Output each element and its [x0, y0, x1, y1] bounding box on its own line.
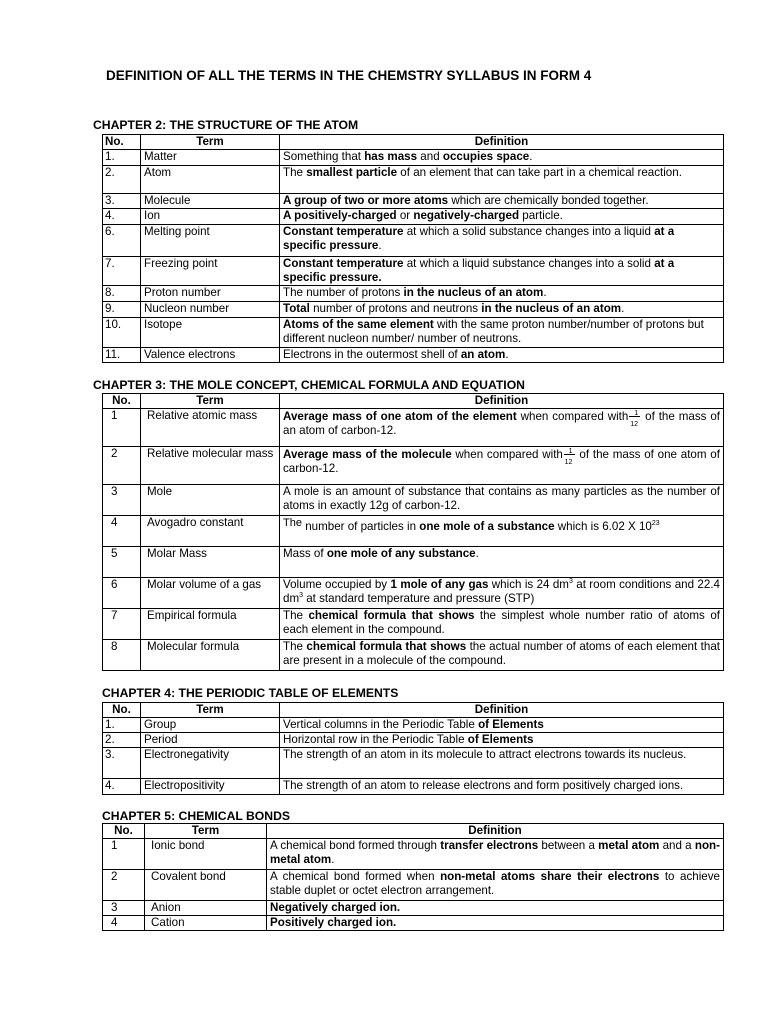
bold-phrase: in the nucleus of an atom: [481, 302, 622, 315]
definition-cell: [280, 609, 724, 640]
bold-phrase: A group of two or more atoms: [283, 194, 449, 207]
text-segment: particle.: [519, 209, 563, 222]
text-segment: when compared with: [516, 410, 633, 423]
text-segment: of the mass of an atom of carbon-12.: [283, 410, 721, 437]
definition-cell: [280, 225, 724, 257]
text-segment: .: [331, 853, 335, 866]
definition-cell: [267, 901, 724, 916]
bold-phrase: chemical formula that shows: [308, 609, 475, 622]
table-row: [103, 318, 724, 348]
table-row: [103, 640, 724, 671]
text-segment: The: [283, 166, 307, 179]
row-number: 2: [103, 447, 141, 485]
definition-cell: [280, 257, 724, 286]
text-segment: The: [283, 640, 307, 653]
text-segment: Volume occupied by: [283, 578, 391, 591]
definition-cell: [280, 318, 724, 348]
chapter-4-heading: CHAPTER 4: THE PERIODIC TABLE OF ELEMENTS: [102, 686, 399, 700]
term-cell: Cation: [145, 916, 267, 931]
text-segment: The: [283, 609, 309, 622]
bold-phrase: smallest particle: [306, 166, 398, 179]
table-row: [103, 225, 724, 257]
row-number: 8: [103, 640, 141, 671]
header-term: Term: [145, 824, 267, 839]
text-segment: A mole is an amount of substance that contains as many particles as the number of atoms in exactly 12g of carbon-12.: [283, 485, 720, 512]
row-number: 4: [103, 916, 145, 931]
fraction-one-twelfth: [629, 409, 641, 428]
bold-phrase: one mole of a substance: [419, 520, 555, 533]
term-cell: Group: [141, 718, 280, 733]
text-segment: the actual number of atoms of each element that are present in a molecule of the compound.: [283, 640, 720, 667]
chapter-5-table: [102, 823, 724, 931]
text-segment: Vertical columns in the Periodic Table: [283, 718, 479, 731]
document-title: DEFINITION OF ALL THE TERMS IN THE CHEMSTRY SYLLABUS IN FORM 4: [106, 68, 592, 83]
definition-cell: [280, 166, 724, 194]
row-number: 3.: [103, 748, 141, 779]
header-no: No.: [103, 394, 141, 409]
header-definition: Definition: [280, 135, 724, 150]
table-row: [103, 302, 724, 318]
chapter-5-heading: CHAPTER 5: CHEMICAL BONDS: [102, 809, 291, 823]
superscript: 3: [299, 592, 304, 600]
row-number: 7: [103, 609, 141, 640]
definition-cell: [280, 578, 724, 609]
text-segment: .: [505, 348, 509, 361]
row-number: 9.: [103, 302, 141, 318]
table-row: [103, 839, 724, 870]
term-cell: Molecule: [141, 194, 280, 209]
term-cell: Mole: [141, 485, 280, 516]
bold-phrase: has mass: [364, 150, 418, 163]
term-cell: Empirical formula: [141, 609, 280, 640]
chapter-2-table: [102, 134, 724, 363]
row-number: 8.: [103, 286, 141, 302]
text-segment: A chemical bond formed when: [270, 870, 441, 883]
table-row: [103, 150, 724, 166]
text-segment: with the same proton number/number of protons but different nucleon number/ number of neutrons.: [283, 318, 704, 345]
bold-phrase: of Elements: [478, 718, 544, 731]
text-segment: Electrons in the outermost shell of: [283, 348, 461, 361]
header-definition: Definition: [267, 824, 724, 839]
row-number: 10.: [103, 318, 141, 348]
term-cell: Nucleon number: [141, 302, 280, 318]
text-segment: at which a solid substance changes into a liquid: [403, 225, 655, 238]
term-cell: Valence electrons: [141, 348, 280, 363]
text-segment: number of protons and neutrons: [309, 302, 482, 315]
definition-cell: [280, 640, 724, 671]
definition-cell: [280, 194, 724, 209]
text-segment: Something that: [283, 150, 365, 163]
text-segment: and a: [659, 839, 695, 852]
table-row: [103, 516, 724, 547]
chapter-5-rows: [103, 839, 724, 931]
term-cell: Melting point: [141, 225, 280, 257]
table-row: [103, 447, 724, 485]
definition-cell: [267, 870, 724, 901]
definition-cell: [280, 779, 724, 795]
bold-phrase: at a specific pressure.: [283, 257, 675, 284]
chapter-3-heading: CHAPTER 3: THE MOLE CONCEPT, CHEMICAL FORMULA AND EQUATION: [93, 378, 525, 392]
row-number: 11.: [103, 348, 141, 363]
bold-phrase: Total: [283, 302, 310, 315]
definition-cell: [280, 718, 724, 733]
raised-text: The: [283, 517, 302, 529]
table-row: [103, 209, 724, 225]
text-segment: which is 24 dm: [488, 578, 569, 591]
header-term: Term: [141, 135, 280, 150]
text-segment: and: [417, 150, 443, 163]
term-cell: Avogadro constant: [141, 516, 280, 547]
term-cell: Proton number: [141, 286, 280, 302]
definition-cell: [280, 748, 724, 779]
term-cell: Freezing point: [141, 257, 280, 286]
term-cell: Anion: [145, 901, 267, 916]
text-segment: .: [621, 302, 625, 315]
text-segment: the simplest whole number ratio of atoms of each element in the compound.: [283, 609, 720, 636]
header-no: No.: [103, 824, 145, 839]
text-segment: when compared with: [451, 448, 567, 461]
text-segment: .: [378, 239, 382, 252]
row-number: 3: [103, 485, 141, 516]
table-row: [103, 718, 724, 733]
table-row: [103, 748, 724, 779]
bold-phrase: one mole of any substance: [326, 547, 476, 560]
row-number: 4.: [103, 209, 141, 225]
definition-cell: [280, 286, 724, 302]
term-cell: Electronegativity: [141, 748, 280, 779]
row-number: 2.: [103, 166, 141, 194]
bold-phrase: in the nucleus of an atom: [403, 286, 544, 299]
term-cell: Matter: [141, 150, 280, 166]
text-segment: at room conditions and 22.4 dm: [283, 578, 720, 605]
text-segment: or: [396, 209, 414, 222]
text-segment: of the mass of one atom of carbon-12.: [283, 448, 720, 475]
table-row: [103, 194, 724, 209]
bold-phrase: at a specific pressure: [283, 225, 675, 252]
text-segment: between a: [538, 839, 599, 852]
text-segment: The number of protons: [283, 286, 404, 299]
bold-phrase: non-metal atom: [270, 839, 720, 866]
table-row: [103, 609, 724, 640]
text-segment: at which a liquid substance changes into a solid: [403, 257, 655, 270]
text-segment: to achieve stable duplet or octet electron arrangement.: [270, 870, 720, 897]
table-row: [103, 578, 724, 609]
text-segment: which are chemically bonded together.: [448, 194, 649, 207]
chapter-2-rows: [103, 150, 724, 363]
definition-cell: [280, 447, 724, 485]
term-cell: Electropositivity: [141, 779, 280, 795]
table-row: [103, 870, 724, 901]
definition-cell: [280, 409, 724, 447]
superscript: 3: [568, 578, 573, 586]
row-number: 4: [103, 516, 141, 547]
bold-phrase: Negatively charged ion.: [270, 901, 401, 914]
fraction-denominator: 12: [564, 459, 573, 466]
text-segment: of an element that can take part in a chemical reaction.: [397, 166, 682, 179]
bold-phrase: Average mass of one atom of the element: [283, 410, 517, 423]
bold-phrase: an atom: [460, 348, 506, 361]
definition-cell: [280, 733, 724, 748]
table-row: [103, 485, 724, 516]
chapter-2-heading: CHAPTER 2: THE STRUCTURE OF THE ATOM: [93, 118, 359, 132]
term-cell: Molar volume of a gas: [141, 578, 280, 609]
term-cell: Isotope: [141, 318, 280, 348]
text-segment: Horizontal row in the Periodic Table: [283, 733, 468, 746]
bold-phrase: Constant temperature: [283, 225, 404, 238]
chapter-3-table: [102, 393, 724, 671]
definition-cell: [267, 839, 724, 870]
text-segment: .: [529, 150, 533, 163]
table-row: [103, 166, 724, 194]
bold-phrase: Average mass of the molecule: [283, 448, 452, 461]
table-row: [103, 916, 724, 931]
table-row: [103, 348, 724, 363]
term-cell: Relative atomic mass: [141, 409, 280, 447]
superscript: 23: [651, 520, 660, 528]
fraction-numerator: 1: [568, 448, 573, 455]
definition-cell: [280, 150, 724, 166]
term-cell: Ion: [141, 209, 280, 225]
row-number: 6.: [103, 225, 141, 257]
row-number: 2: [103, 870, 145, 901]
header-definition: Definition: [280, 703, 724, 718]
definition-cell: [280, 547, 724, 578]
row-number: 1: [103, 839, 145, 870]
row-number: 6: [103, 578, 141, 609]
header-term: Term: [141, 703, 280, 718]
text-segment: .: [475, 547, 479, 560]
bold-phrase: occupies space: [442, 150, 530, 163]
definition-cell: [280, 302, 724, 318]
table-row: [103, 257, 724, 286]
row-number: 5: [103, 547, 141, 578]
chapter-4-rows: [103, 718, 724, 795]
chapter-4-table: [102, 702, 724, 795]
fraction-numerator: 1: [634, 410, 639, 417]
term-cell: Covalent bond: [145, 870, 267, 901]
row-number: 1: [103, 409, 141, 447]
bold-phrase: 1 mole of any gas: [390, 578, 489, 591]
term-cell: Atom: [141, 166, 280, 194]
text-segment: number of particles in: [301, 520, 420, 533]
bold-phrase: negatively-charged: [413, 209, 520, 222]
definition-cell: [280, 348, 724, 363]
term-cell: Ionic bond: [145, 839, 267, 870]
row-number: 3: [103, 901, 145, 916]
row-number: 3.: [103, 194, 141, 209]
table-row: [103, 286, 724, 302]
table-row: [103, 779, 724, 795]
bold-phrase: Constant temperature: [283, 257, 404, 270]
definition-cell: [280, 516, 724, 547]
definition-cell: [267, 916, 724, 931]
header-term: Term: [141, 394, 280, 409]
text-segment: at standard temperature and pressure (STP): [303, 592, 535, 605]
header-definition: Definition: [280, 394, 724, 409]
term-cell: Molecular formula: [141, 640, 280, 671]
row-number: 7.: [103, 257, 141, 286]
definition-cell: [280, 485, 724, 516]
row-number: 4.: [103, 779, 141, 795]
header-no: No.: [103, 703, 141, 718]
bold-phrase: Atoms of the same element: [283, 318, 434, 331]
bold-phrase: A positively-charged: [283, 209, 397, 222]
bold-phrase: transfer electrons: [440, 839, 539, 852]
row-number: 2.: [103, 733, 141, 748]
term-cell: Period: [141, 733, 280, 748]
table-row: [103, 547, 724, 578]
fraction-denominator: 12: [630, 421, 639, 428]
fraction-bar: [564, 454, 575, 455]
row-number: 1.: [103, 150, 141, 166]
text-segment: The strength of an atom to release electrons and form positively charged ions.: [283, 779, 684, 792]
header-no: No.: [103, 135, 141, 150]
bold-phrase: metal atom: [598, 839, 660, 852]
fraction-one-twelfth: [564, 447, 576, 466]
term-cell: Molar Mass: [141, 547, 280, 578]
row-number: 1.: [103, 718, 141, 733]
text-segment: The strength of an atom in its molecule to attract electrons towards its nucleus.: [283, 748, 687, 761]
definition-cell: [280, 209, 724, 225]
text-segment: Mass of: [283, 547, 327, 560]
bold-phrase: chemical formula that shows: [306, 640, 467, 653]
table-row: [103, 409, 724, 447]
bold-phrase: of Elements: [467, 733, 534, 746]
text-segment: .: [543, 286, 547, 299]
table-row: [103, 733, 724, 748]
bold-phrase: non-metal atoms share their electrons: [440, 870, 660, 883]
bold-phrase: Positively charged ion.: [270, 916, 397, 929]
fraction-bar: [629, 416, 640, 417]
term-cell: Relative molecular mass: [141, 447, 280, 485]
chapter-3-rows: [103, 409, 724, 671]
table-row: [103, 901, 724, 916]
text-segment: A chemical bond formed through: [270, 839, 441, 852]
text-segment: which is 6.02 X 10: [554, 520, 652, 533]
